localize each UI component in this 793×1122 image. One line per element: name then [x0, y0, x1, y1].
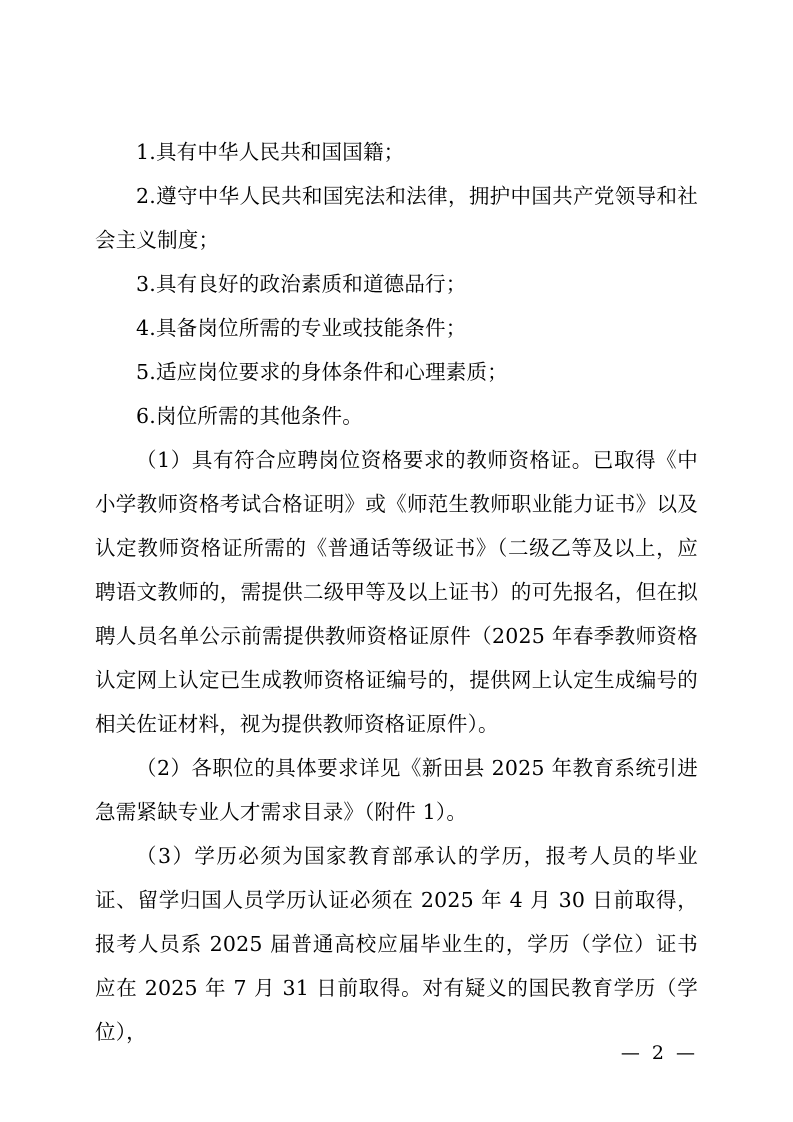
- paragraph-8: （2）各职位的具体要求详见《新田县 2025 年教育系统引进急需紧缺专业人才需求目录》（附件 1）。: [95, 756, 698, 824]
- paragraph-6: 6.岗位所需的其他条件。: [136, 404, 363, 428]
- document-body: [95, 130, 698, 1054]
- page-number: — 2 —: [620, 1042, 698, 1064]
- paragraph-7: （1）具有符合应聘岗位资格要求的教师资格证。已取得《中小学教师资格考试合格证明》或《师范生教师职业能力证书》以及认定教师资格证所需的《普通话等级证书》（二级乙等及以上，应聘语文教师的，需提供二级甲等及以上证书）的可先报名，但在拟聘人员名单公示前需提供教师资格证原件（2025 年春季教师资格认定网上认定已生成教师资格证编号的，提供网上认定生成编号的相关佐证材料，视为提供教师资格证原件）。: [95, 448, 698, 736]
- paragraph-9: （3）学历必须为国家教育部承认的学历，报考人员的毕业证、留学归国人员学历认证必须在 2025 年 4 月 30 日前取得，报考人员系 2025 届普通高校应届毕业生的，学历（学位）证书应在 2025 年 7 月 31 日前取得。对有疑义的国民教育学历（学位），: [95, 844, 698, 1044]
- paragraph-5: 5.适应岗位要求的身体条件和心理素质；: [136, 360, 508, 384]
- paragraph-2: 2.遵守中华人民共和国宪法和法律，拥护中国共产党领导和社会主义制度；: [95, 184, 698, 252]
- paragraph-3: 3.具有良好的政治素质和道德品行；: [136, 272, 467, 296]
- paragraph-4: 4.具备岗位所需的专业或技能条件；: [136, 316, 467, 340]
- paragraph-1: 1.具有中华人民共和国国籍；: [136, 140, 405, 164]
